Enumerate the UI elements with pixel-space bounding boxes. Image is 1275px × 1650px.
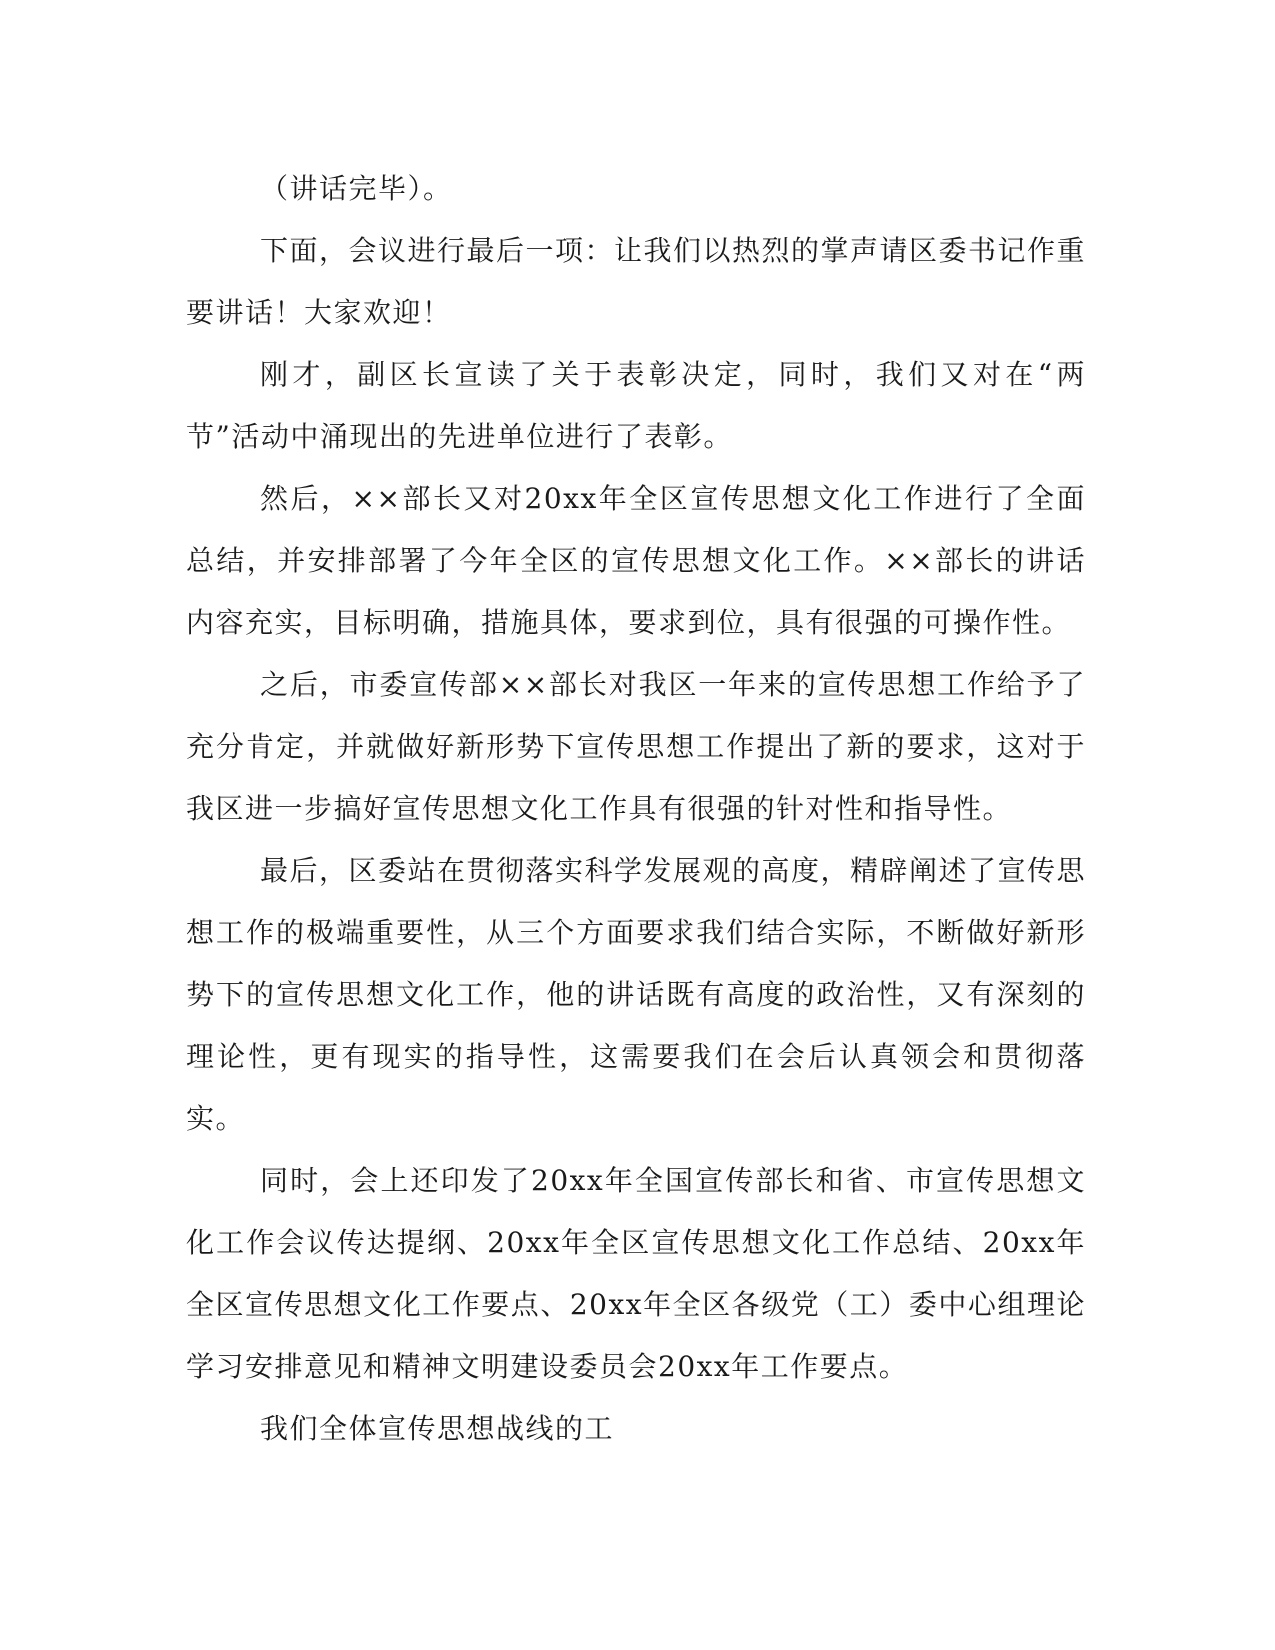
paragraph-district-committee: 最后，区委站在贯彻落实科学发展观的高度，精辟阐述了宣传思想工作的极端重要性，从三个方面要求我们结合实际，不断做好新形势下的宣传思想文化工作，他的讲话既有高度的政治性，又有深刻的理论性，更有现实的指导性，这需要我们在会后认真领会和贯彻落实。 — [186, 854, 1087, 1135]
paragraph-closing-fragment: 我们全体宣传思想战线的工 — [260, 1412, 615, 1445]
paragraph-commendation: 刚才，副区长宣读了关于表彰决定，同时，我们又对在“两节”活动中涌现出的先进单位进行了表彰。 — [186, 358, 1086, 453]
paragraph-city-minister: 之后，市委宣传部××部长对我区一年来的宣传思想工作给予了充分肯定，并就做好新形势下宣传思想工作提出了新的要求，这对于我区进一步搞好宣传思想文化工作具有很强的针对性和指导性。 — [186, 668, 1086, 825]
speech-end-note: （讲话完毕）。 — [260, 172, 453, 205]
paragraph-final-agenda: 下面，会议进行最后一项：让我们以热烈的掌声请区委书记作重要讲话！大家欢迎！ — [186, 234, 1087, 329]
paragraph-distributed-documents: 同时，会上还印发了20xx年全国宣传部长和省、市宣传思想文化工作会议传达提纲、20xx年全区宣传思想文化工作总结、20xx年全区宣传思想文化工作要点、20xx年全区各级党（工）委中心组理论学习安排意见和精神文明建设委员会20xx年工作要点。 — [186, 1164, 1086, 1383]
paragraph-minister-summary: 然后，××部长又对20xx年全区宣传思想文化工作进行了全面总结，并安排部署了今年全区的宣传思想文化工作。××部长的讲话内容充实，目标明确，措施具体，要求到位，具有很强的可操作性。 — [186, 482, 1086, 639]
document-body — [186, 158, 1086, 1460]
